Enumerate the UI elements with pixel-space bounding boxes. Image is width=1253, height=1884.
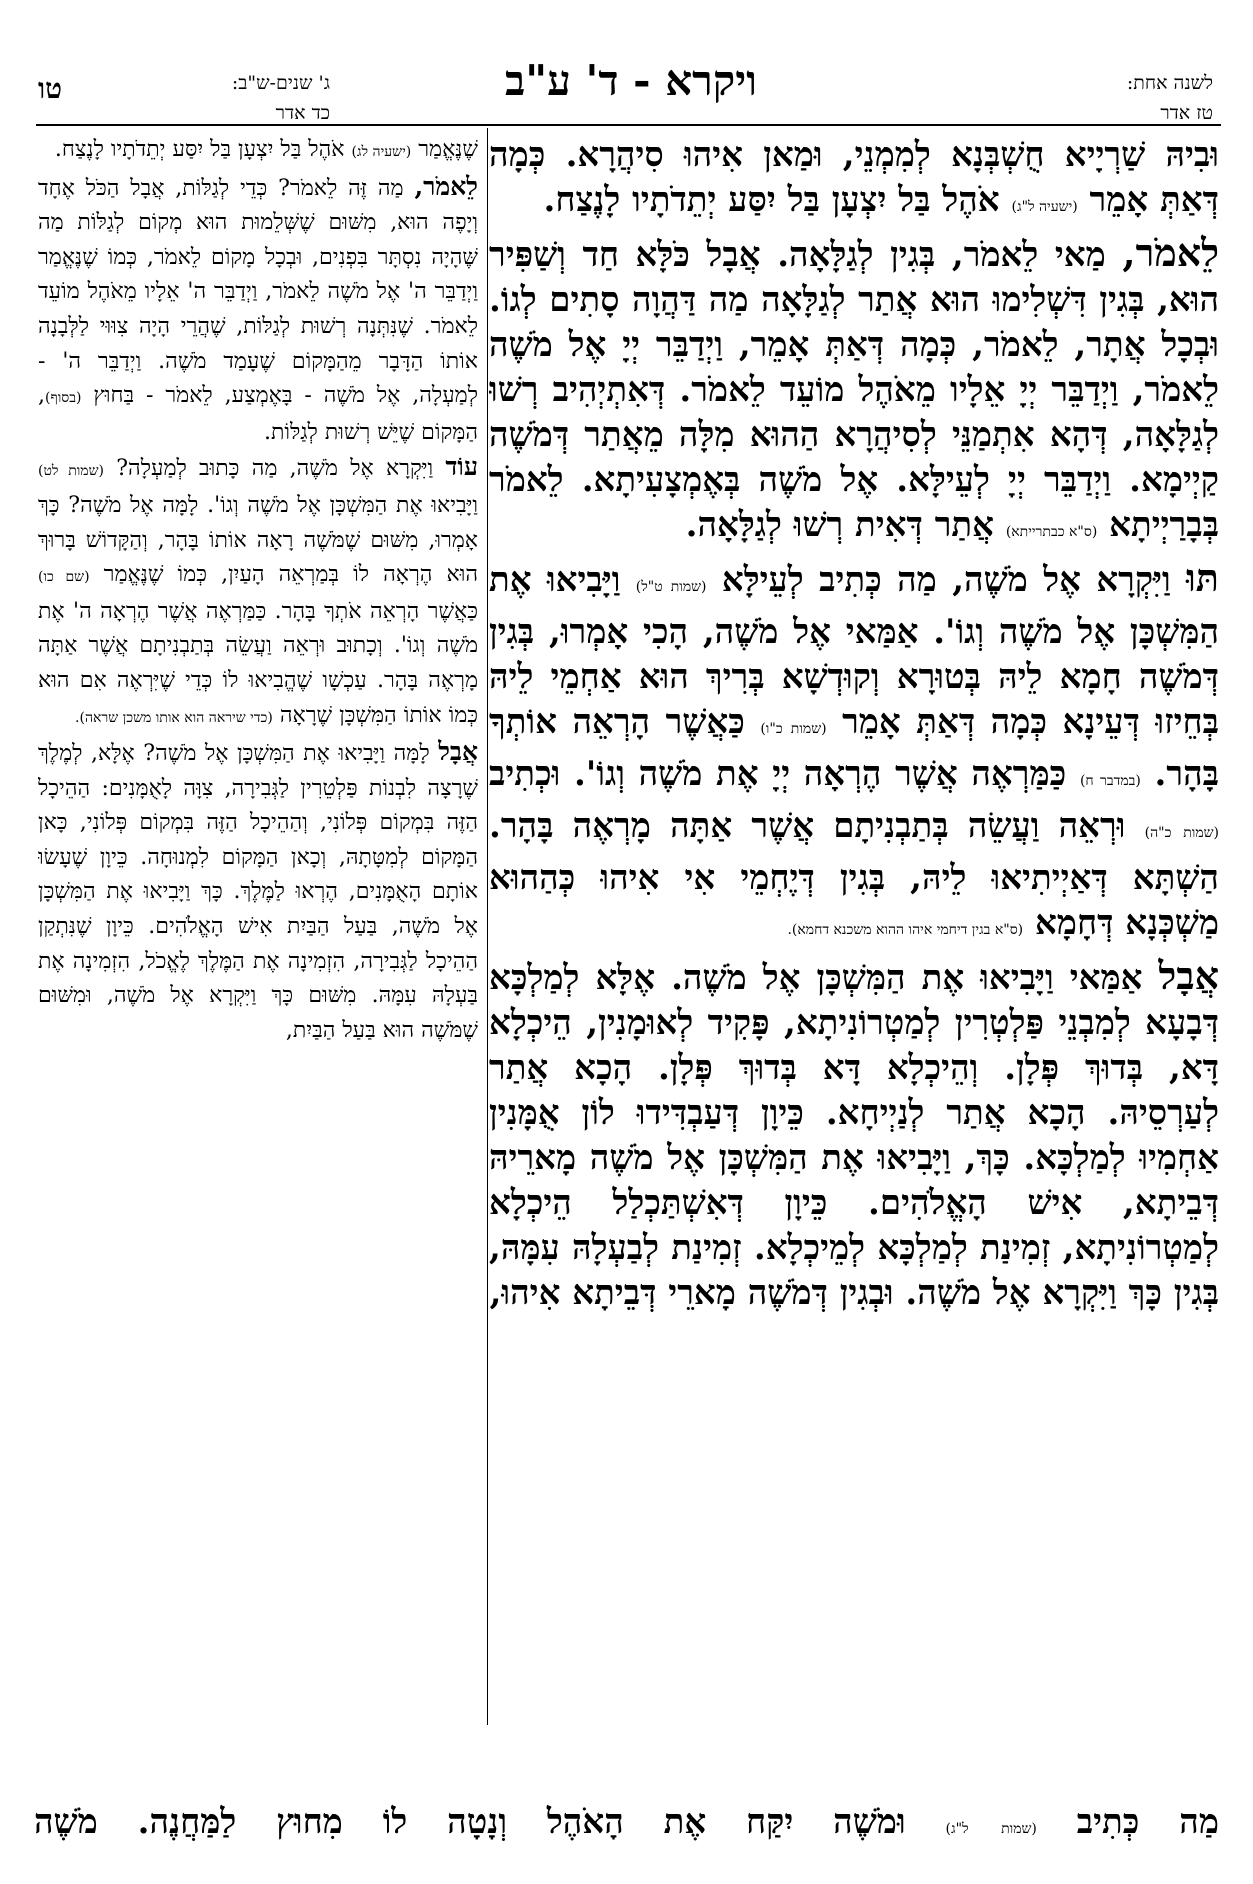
column-divider — [487, 128, 488, 1725]
opening-word: לֵאמֹר, — [1122, 230, 1219, 275]
full-width-bottom-line: מַה כְּתִיב (שמות ל"ג) וּמֹשֶׁה יִקַּח אֶת הָאֹהֶל וְנָטָה לוֹ מִחוּץ לַמַּחֲנֶה. מֹשֶׁה — [34, 1802, 1219, 1842]
page-number: טו — [38, 72, 63, 105]
page-header — [0, 0, 1253, 124]
verse-reference: (שמות ט"ל) — [635, 579, 707, 595]
side-paragraph: שֶׁנֶּאֱמַר (ישעיה לג) אֹהֶל בַּל יִצְעָן בַּל יִסַּע יְתֵדֹתָיו לָנֶצַח. — [54, 137, 478, 162]
main-paragraph: תּוּ וַיִּקְרָא אֶל מֹשֶׁה, מַה כְּתִיב לְעֵילָּא (שמות ט"ל) וַיָּבִיאוּ אֶת הַמִּשְׁכָּן אֶל מֹשֶׁה וְגוֹ'. אַמַּאי אֶל מֹשֶׁה, הָכִי אָמְרוּ, בְּגִין דְּמֹשֶׁה חָמָא לֵיהּ בְּטוּרָא וְקוּדְשָׁא בְּרִיךְ הוּא אַחְמֵי לֵיהּ בְּחֵיזוּ דְּעֵינָא כְּמָה דְּאַתְּ אָמֵר (שמות כ"ו) כַּאֲשֶׁר הָרְאֵה אוֹתְךָ בָּהָר. (במדבר ח) כַּמַּרְאֶה אֲשֶׁר הֶרְאָה יְיָ אֶת מֹשֶׁה וְגוֹ'. וּכְתִיב (שמות כ"ה) וּרְאֵה וַעֲשֵׂה בְּתַבְנִיתָם אֲשֶׁר אַתָּה מָרְאֶה בָּהָר. הַשְׁתָּא דְּאַיְיתִיאוּ לֵיהּ, בְּגִין דְּיֶחְמֵי אִי אִיהוּ כְּהַהוּא מַשְׁכְּנָא דְּחָמָא (ס"א בגין דיחמי איהו ההוא משכנא דחמא). — [489, 555, 1219, 943]
verse-reference: (בסוף) — [45, 390, 82, 407]
main-paragraph: אֲבָל אַמַּאי וַיָּבִיאוּ אֶת הַמִּשְׁכָּן אֶל מֹשֶׁה. אֶלָּא לְמַלְכָּא דְּבָעָא לְמִבְנֵי פַּלְטְרִין לְמַטְרוֹנִיתָא, פָּקִיד לְאוּמָנִין, הֵיכְלָא דָּא, בְּדוּךְ פְּלָן. וְהֵיכְלָא דָּא בְּדוּךְ פְּלָן. הָכָא אֲתַר לְעַרְסֵיהּ. הָכָא אֲתַר לְנַיְיחָא. כֵּיוָן דְּעַבְדִּידוּ לוֹן אֻמָּנִין אַחְמִיוּ לְמַלְכָּא. כָּךְ, וַיָּבִיאוּ אֶת הַמִּשְׁכָּן אֶל מֹשֶׁה מָארֵיהּ דְּבֵיתָא, אִישׁ הָאֱלֹהִים. כֵּיוָן דְּאִשְׁתַּכְלַל הֵיכְלָא לְמַטְרוֹנִיתָא, זְמִינַת לְמַלְכָּא לְמֵיכְלָא. זְמִינַת לְבַעְלָהּ עִמָּהּ, בְּגִין כָּךְ וַיִּקְרָא אֶל מֹשֶׁה. וּבְגִין דְּמֹשֶׁה מָארֵי דְּבֵיתָא אִיהוּ, — [489, 953, 1219, 1313]
verse-reference: (שם כו) — [38, 569, 90, 586]
main-paragraph: לֵאמֹר, מַאי לֵאמֹר, בְּגִין לְגַלָּאָה. אֲבָל כֹּלָּא חַד וְשַׁפִּיר הוּא, בְּגִין דִּשְׁלִימוּ הוּא אֲתַר לְגַלָּאָה מַה דַּהֲוָה סָתִים לְגוֹ. וּבְכָל אֲתָר, לֵאמֹר, כְּמָה דְּאַתְּ אָמֵר, וַיְדַבֵּר יְיָ אֶל מֹשֶׁה לֵאמֹר, וַיְדַבֵּר יְיָ אֵלָיו מֵאֹהֶל מוֹעֵד לֵאמֹר. דְּאִתְיְהִיב רְשׁוּ לְגַלָּאָה, דְּהָא אִתְמַנֵּי לְסִיהֲרָא הַהוּא מִלָּה מֵאֲתַר דְּמֹשֶׁה קַיְימָא. וַיְדַבֵּר יְיָ לְעֵילָּא. אֶל מֹשֶׁה בְּאֶמְצָעִיתָא. לֵאמֹר בְּבָרַיְיתָא (ס"א כבתרייתא) אֲתַר דְּאִית רְשׁוּ לְגַלָּאָה. — [489, 230, 1219, 545]
side-paragraph: עוֹד וַיִּקְרָא אֶל מֹשֶׁה, מַה כָּתוּב לְמַעְלָה? (שמות לט) וַיָּבִיאוּ אֶת הַמִּשְׁכָּן אֶל מֹשֶׁה וְגוֹ'. לָמָּה אֶל מֹשֶׁה? כָּךְ אָמְרוּ, מִשּׁוּם שֶׁמֹּשֶׁה רָאָה אוֹתוֹ בָּהָר, וְהַקָּדוֹשׁ בָּרוּךְ הוּא הֶרְאָה לוֹ בְּמַרְאֵה הָעַיִן, כְּמוֹ שֶׁנֶּאֱמַר (שם כו) כַּאֲשֶׁר הָרְאֵה אֹתְךָ בָּהָר. כַּמַּרְאֶה אֲשֶׁר הֶרְאָה ה' אֶת מֹשֶׁה וְגוֹ'. וְכָתוּב וּרְאֵה וַעֲשֵׂה בְּתַבְנִיתָם אֲשֶׁר אַתָּה מָרְאֶה בָּהָר. עַכְשָׁו שֶׁהֱבִיאוּ לוֹ כְּדֵי שֶׁיִּרְאֶה אִם הוּא כְּמוֹ אוֹתוֹ הַמִּשְׁכָּן שֶׁרָאָה (כדי שיראה הוא אותו משכן שראה). — [38, 452, 478, 728]
verse-reference: (ישעיה ל"ג) — [1011, 199, 1078, 215]
verse-reference: (שמות כ"ה) — [1144, 825, 1219, 841]
verse-reference: (ישעיה לג) — [351, 144, 412, 160]
three-year-label: ג' שנים-ש"ב: — [231, 72, 330, 94]
opening-word: אֲבָל — [438, 737, 478, 767]
variant-note: (כדי שיראה הוא אותו משכן שראה). — [75, 709, 273, 726]
verse-reference: (במדבר ח) — [1079, 773, 1141, 789]
one-year-schedule — [1013, 68, 1213, 128]
one-year-label: לשנה אחת: — [1126, 72, 1213, 94]
opening-word: לֵאמֹר, — [414, 171, 478, 201]
opening-word: תּוּ — [1186, 555, 1219, 600]
verse-reference: (ס"א כבתרייתא) — [1005, 524, 1098, 540]
page-title: ויקרא - ד' ע"ב — [504, 56, 758, 105]
verse-reference: (שמות כ"ו) — [760, 721, 827, 737]
verse-reference: (שמות לט) — [38, 463, 104, 480]
three-year-schedule — [70, 68, 330, 128]
translation-column — [38, 133, 478, 1725]
opening-word: אֲבָל — [1158, 953, 1219, 998]
main-paragraph: וּבִיהּ שַׁרְיָיא חֻשְׁבְּנָא לְמִמְנֵי, וּמַאן אִיהוּ סִיהֲרָא. כְּמָה דְּאַתְּ אָמֵר (ישעיה ל"ג) אֹהֶל בַּל יִצְעָן בַּל יִסַּע יְתֵדֹתָיו לָנֶצַח. — [489, 135, 1219, 220]
main-text-column — [489, 133, 1219, 1856]
one-year-date: טז אדר — [1160, 102, 1213, 124]
three-year-date: כד אדר — [275, 102, 330, 124]
opening-word: עוֹד — [445, 452, 478, 482]
variant-note: (ס"א בגין דיחמי איהו ההוא משכנא דחמא). — [787, 922, 1024, 938]
side-paragraph: לֵאמֹר, מַה זֶּה לֵאמֹר? כְּדֵי לְגַלּוֹת, אֲבָל הַכֹּל אֶחָד וְיָפֶה הוּא, מִשּׁוּם שֶׁשְּׁלֵמוּת הוּא מְקוֹם לְגַלּוֹת מַה שֶּׁהָיָה נִסְתָּר בִּפְנִים, וּבְכָל מָקוֹם לֵאמֹר, כְּמוֹ שֶׁנֶּאֱמַר וַיְדַבֵּר ה' אֶל מֹשֶׁה לֵאמֹר, וַיְדַבֵּר ה' אֵלָיו מֵאֹהֶל מוֹעֵד לֵאמֹר. שֶׁנִּתְּנָה רְשׁוּת לְגַלּוֹת, שֶׁהֲרֵי הָיָה צִוּוּי לַלְּבָנָה אוֹתוֹ הַדָּבָר מֵהַמָּקוֹם שֶׁעָמַד מֹשֶׁה. וַיְדַבֵּר ה' - לְמַעְלָה, אֶל מֹשֶׁה - בָּאֶמְצַע, לֵאמֹר - בַּחוּץ (בסוף), הַמָּקוֹם שֶׁיֵּשׁ רְשׁוּת לְגַלּוֹת. — [38, 171, 478, 445]
header-divider — [36, 124, 1221, 126]
side-paragraph: אֲבָל לָמָּה וַיָּבִיאוּ אֶת הַמִּשְׁכָּן אֶל מֹשֶׁה? אֶלָּא, לְמֶלֶךְ שֶׁרָצָה לִבְנוֹת פַּלְטֵרִין לַגְּבִירָה, צִוָּה לָאֻמָּנִים: הַהֵיכָל הַזֶּה בִּמְקוֹם פְּלוֹנִי, וְהַהֵיכָל הַזֶּה בִּמְקוֹם פְּלוֹנִי, כָּאן הַמָּקוֹם לְמִטָּתָהּ, וְכָאן הַמָּקוֹם לִמְנוּחָה. כֵּיוָן שֶׁעָשׂוּ אוֹתָם הָאֻמָּנִים, הֶרְאוּ לַמֶּלֶךְ. כָּךְ וַיָּבִיאוּ אֶת הַמִּשְׁכָּן אֶל מֹשֶׁה, בַּעַל הַבַּיִת אִישׁ הָאֱלֹהִים. כֵּיוָן שֶׁנִּתְקַן הַהֵיכָל לַגְּבִירָה, הִזְמִינָה אֶת הַמֶּלֶךְ לֶאֱכֹל, הִזְמִינָה אֶת בַּעְלָהּ עִמָּהּ. מִשּׁוּם כָּךְ וַיִּקְרָא אֶל מֹשֶׁה, וּמִשּׁוּם שֶׁמֹּשֶׁה הוּא בַּעַל הַבַּיִת, — [38, 737, 478, 1043]
verse-reference: (שמות ל"ג) — [945, 1821, 1037, 1837]
